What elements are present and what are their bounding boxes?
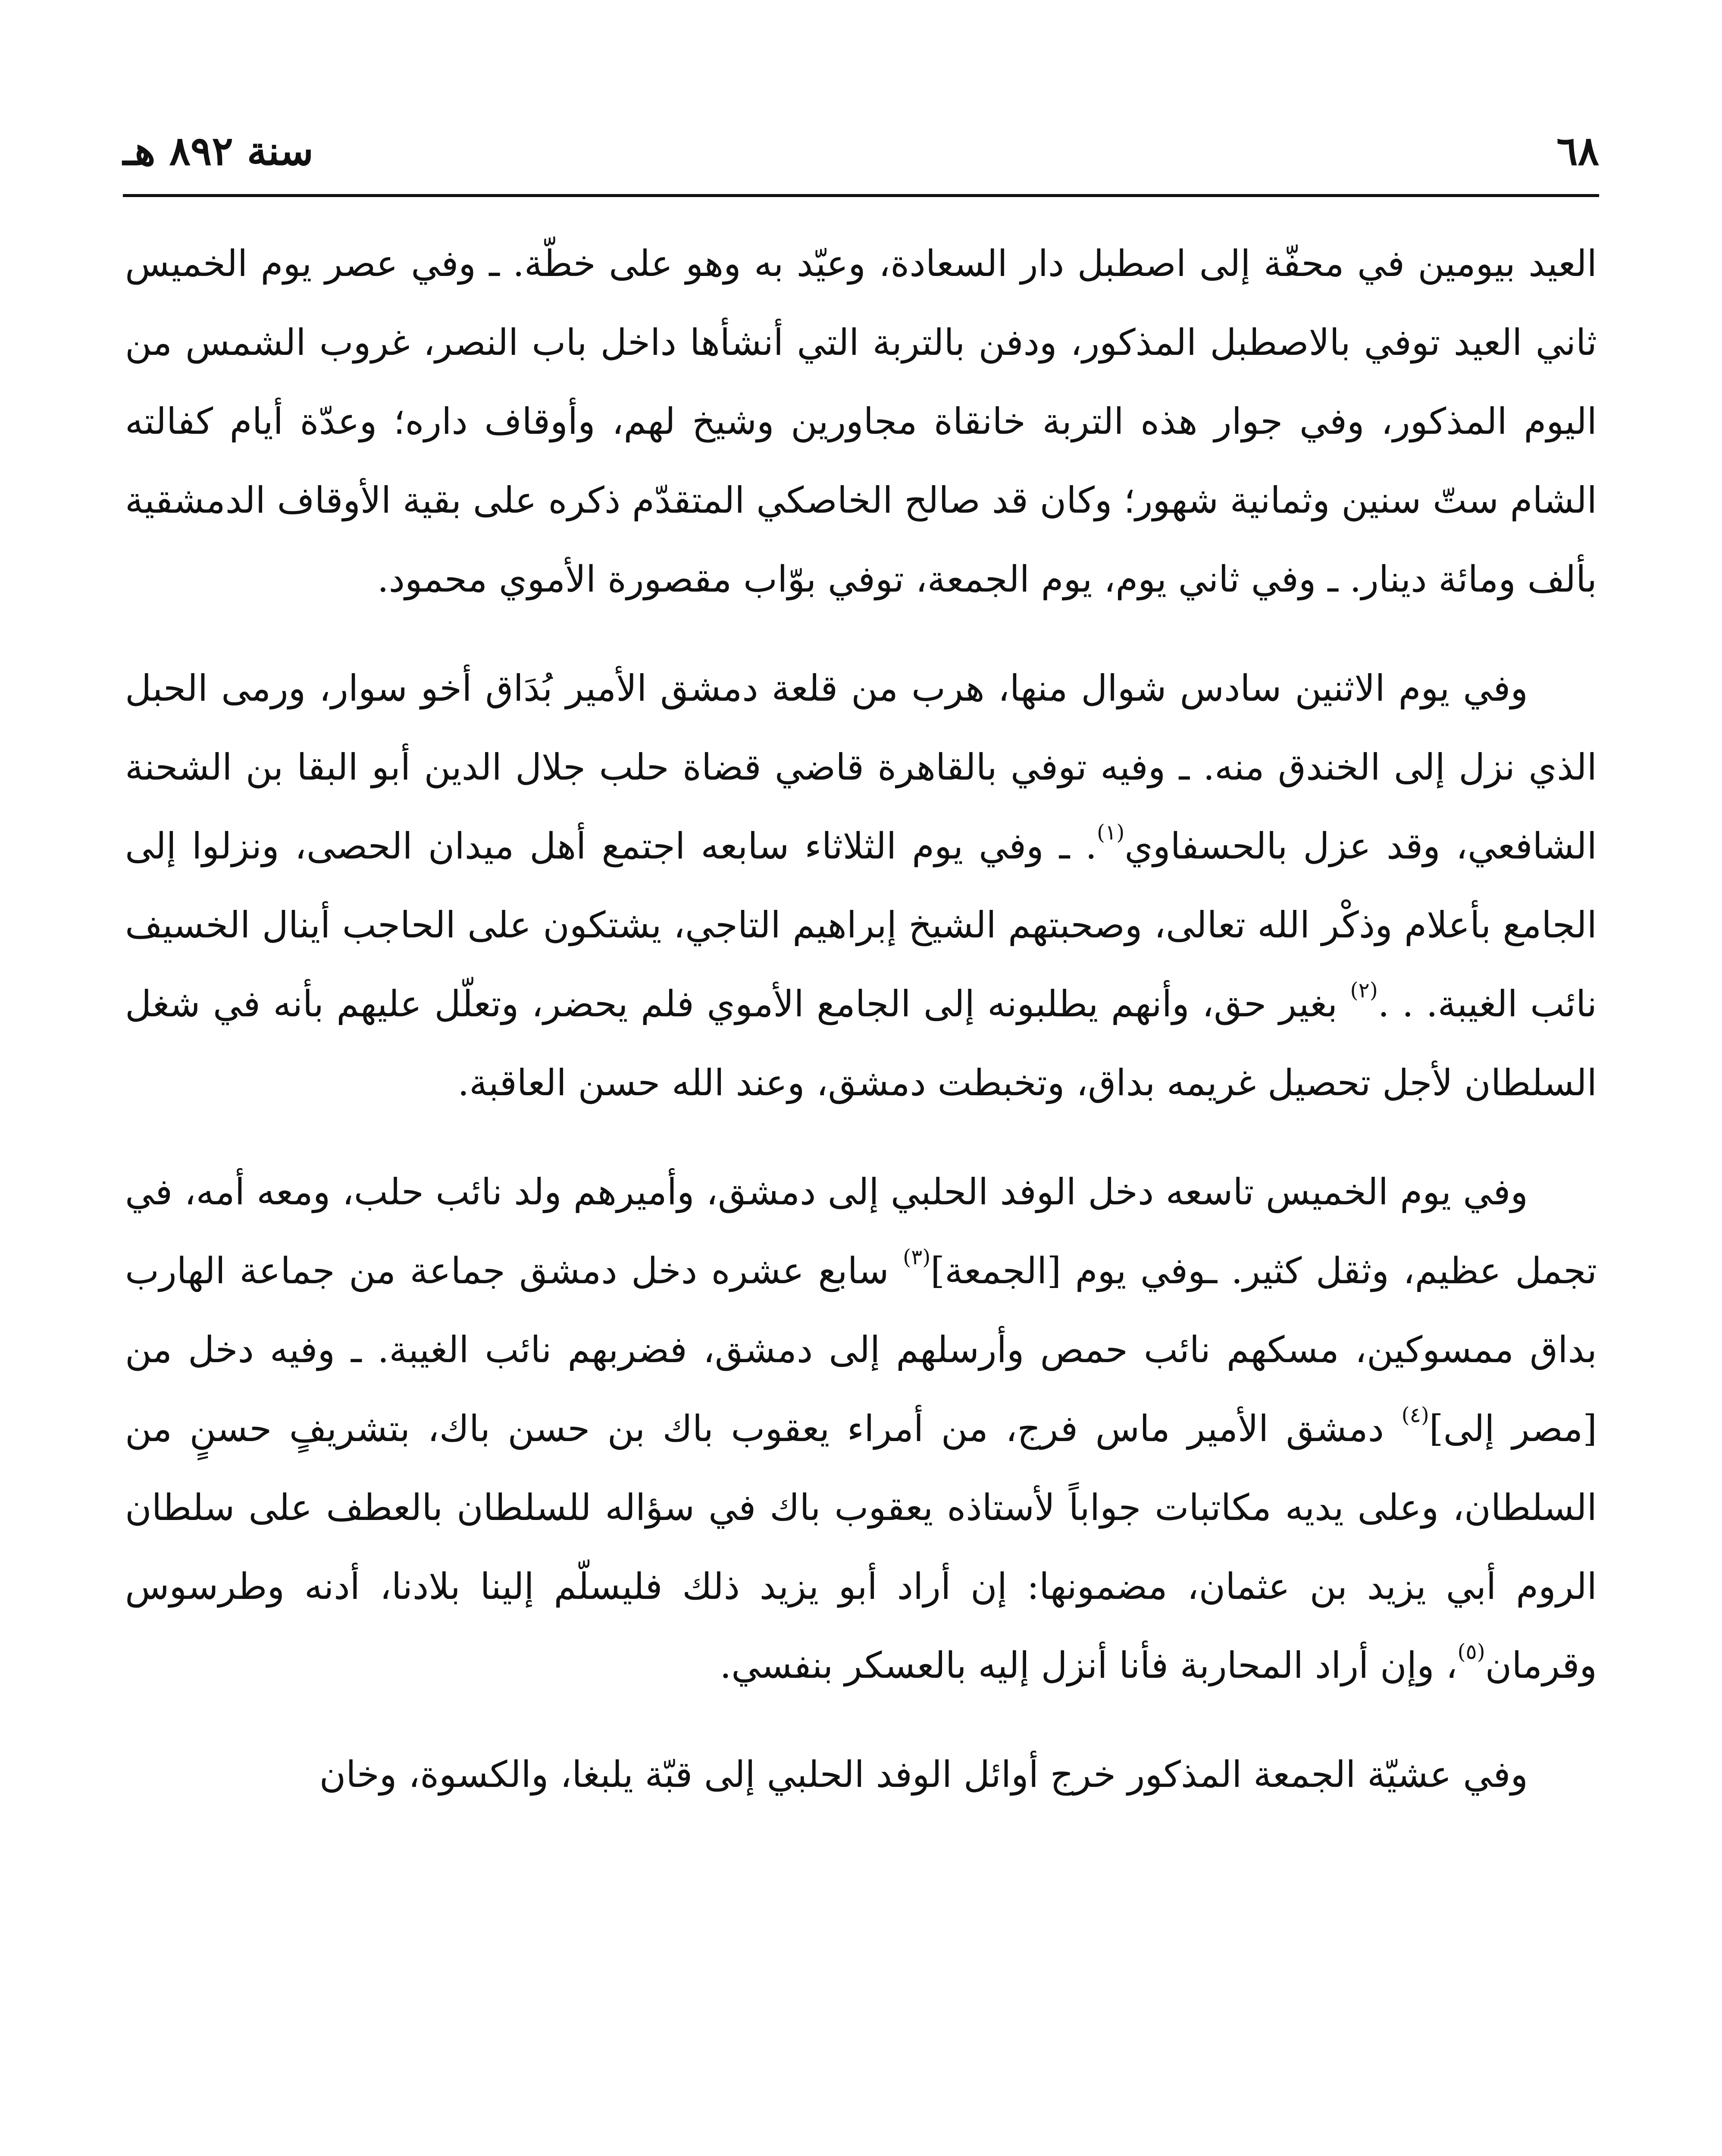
paragraph-text: وفي يوم الاثنين سادس شوال منها، هرب من قلعة دمشق الأمير بُدَاق أخو سوار، ورمى الحبل الذي نزل إلى الخندق منه. ـ وفيه توفي بالقاهرة قاضي قضاة حلب جلال الدين أبو البقا بن الشحنة الشافعي، وقد عزل بالحسفاوي [125,667,1597,867]
footnote-ref-5[interactable]: (٥) [1457,1640,1485,1664]
paragraph-text: بغير حق، وأنهم يطلبونه إلى الجامع الأموي فلم يحضر، وتعلّل عليهم بأنه في شغل السلطان لأجل تحصيل غريمه بداق، وتخبطت دمشق، وعند الله حسن العاقبة. [125,983,1597,1104]
page-header [123,125,1599,177]
paragraph-text: سابع عشره دخل دمشق جماعة من جماعة الهارب بداق ممسوكين، مسكهم نائب حمص وأرسلهم إلى دمشق، فضربهم نائب الغيبة. ـ وفيه دخل من [مصر إلى] [125,1250,1597,1450]
paragraph-text: العيد بيومين في محفّة إلى اصطبل دار السعادة، وعيّد به وهو على خطّة. ـ وفي عصر يوم الخميس ثاني العيد توفي بالاصطبل المذكور، ودفن بالتربة التي أنشأها داخل باب النصر، غروب الشمس من اليوم المذكور، وفي جوار هذه التربة خانقاة مجاورين وشيخ لهم، وأوقاف داره؛ وعدّة أيام كفالته الشام ستّ سنين وثمانية شهور؛ وكان قد صالح الخاصكي المتقدّم ذكره على بقية الأوقاف الدمشقية بألف ومائة دينار. ـ وفي ثاني يوم، يوم الجمعة، توفي بوّاب مقصورة الأموي محمود. [125,242,1597,600]
paragraph-text: وفي عشيّة الجمعة المذكور خرج أوائل الوفد الحلبي إلى قبّة يلبغا، والكسوة، وخان [319,1753,1528,1796]
footnote-ref-4[interactable]: (٤) [1401,1403,1429,1428]
paragraph-4 [125,1735,1597,1814]
footnote-ref-1[interactable]: (١) [1097,821,1125,845]
paragraph-text: دمشق الأمير ماس فرج، من أمراء يعقوب باك بن حسن باك، بتشريفٍ حسنٍ من السلطان، وعلى يديه مكاتبات جواباً لأستاذه يعقوب باك في سؤاله للسلطان بالعطف على سلطان الروم أبي يزيد بن عثمان، مضمونها: إن أراد أبو يزيد ذلك فليسلّم إلينا بلادنا، أدنه وطرسوس وقرمان [125,1407,1597,1686]
footnote-ref-3[interactable]: (٣) [903,1245,931,1270]
paragraph-text: . ـ وفي يوم الثلاثاء سابعه اجتمع أهل ميدان الحصى، ونزلوا إلى الجامع بأعلام وذكْر الله تعالى، وصحبتهم الشيخ إبراهيم التاجي، يشتكون على الحاجب أينال الخسيف نائب الغيبة. . . [125,825,1597,1025]
page-number: ٦٨ [1556,128,1599,174]
main-text [125,224,1597,1814]
header-rule [123,194,1599,197]
paragraph-1 [125,224,1597,619]
running-head-year: سنة ٨٩٢ هـ [123,128,313,174]
paragraph-2 [125,649,1597,1122]
paragraph-3 [125,1153,1597,1705]
paragraph-text: ، وإن أراد المحاربة فأنا أنزل إليه بالعسكر بنفسي. [720,1644,1458,1686]
footnote-ref-2[interactable]: (٢) [1350,978,1378,1003]
paragraph-text: وفي يوم الخميس تاسعه دخل الوفد الحلبي إلى دمشق، وأميرهم ولد نائب حلب، ومعه أمه، في تجمل عظيم، وثقل كثير. ـوفي يوم [الجمعة] [125,1171,1597,1292]
